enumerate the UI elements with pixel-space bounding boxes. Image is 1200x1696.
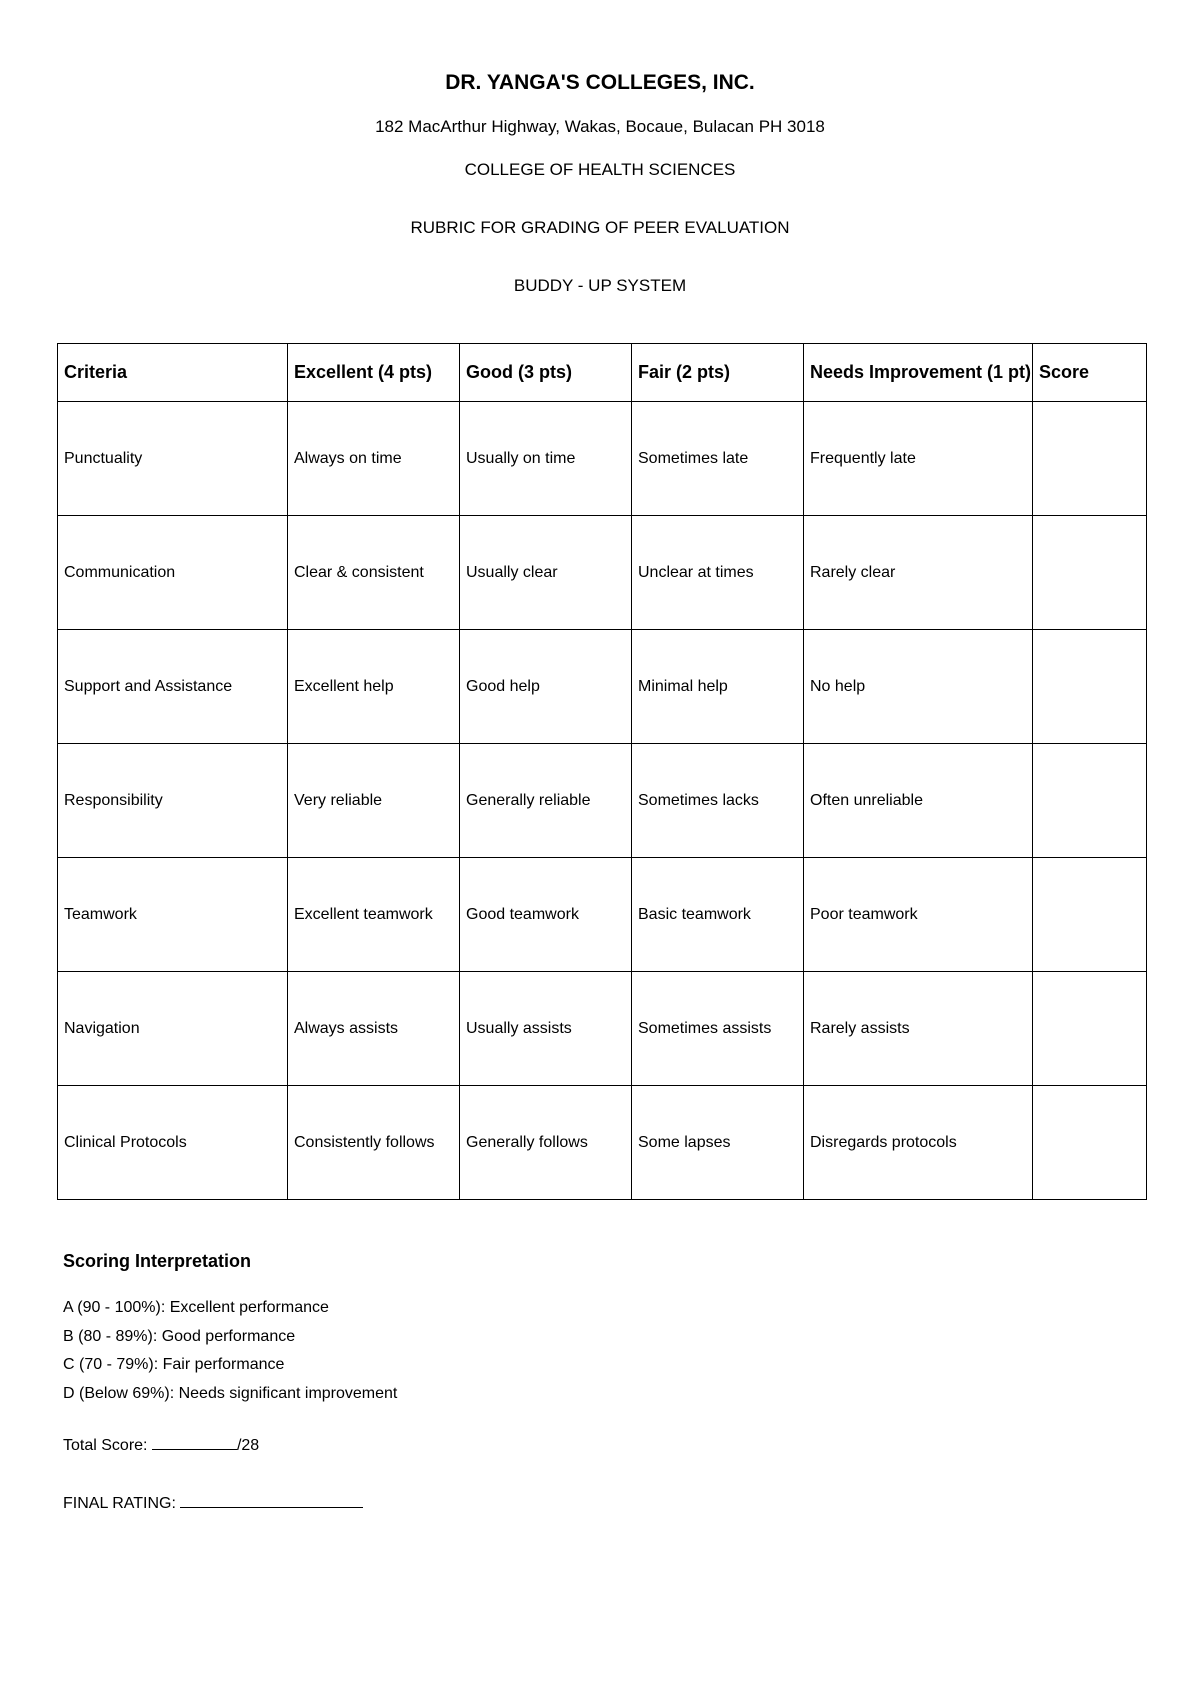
total-score-suffix: /28 bbox=[236, 1437, 260, 1454]
excellent-cell: Always on time bbox=[288, 402, 460, 516]
excellent-cell: Very reliable bbox=[288, 744, 460, 858]
criteria-cell: Responsibility bbox=[58, 744, 288, 858]
score-cell[interactable] bbox=[1033, 972, 1147, 1086]
excellent-cell: Consistently follows bbox=[288, 1086, 460, 1200]
excellent-cell: Clear & consistent bbox=[288, 516, 460, 630]
needs-improvement-cell: Rarely clear bbox=[804, 516, 1033, 630]
scoring-item: C (70 - 79%): Fair performance bbox=[63, 1356, 285, 1374]
table-header-row bbox=[58, 344, 1147, 402]
total-score-label: Total Score: bbox=[63, 1437, 152, 1454]
table-row bbox=[58, 516, 1147, 630]
needs-improvement-cell: Often unreliable bbox=[804, 744, 1033, 858]
rubric-title: RUBRIC FOR GRADING OF PEER EVALUATION bbox=[410, 218, 790, 237]
needs-improvement-cell: Disregards protocols bbox=[804, 1086, 1033, 1200]
criteria-cell: Clinical Protocols bbox=[58, 1086, 288, 1200]
fair-cell: Basic teamwork bbox=[632, 858, 804, 972]
header-good: Good (3 pts) bbox=[460, 344, 632, 402]
fair-cell: Unclear at times bbox=[632, 516, 804, 630]
excellent-cell: Excellent teamwork bbox=[288, 858, 460, 972]
good-cell: Good teamwork bbox=[460, 858, 632, 972]
score-cell[interactable] bbox=[1033, 744, 1147, 858]
excellent-cell: Always assists bbox=[288, 972, 460, 1086]
college-name: COLLEGE OF HEALTH SCIENCES bbox=[464, 160, 736, 179]
criteria-cell: Teamwork bbox=[58, 858, 288, 972]
header-criteria: Criteria bbox=[58, 344, 288, 402]
fair-cell: Sometimes late bbox=[632, 402, 804, 516]
header-score: Score bbox=[1033, 344, 1147, 402]
needs-improvement-cell: No help bbox=[804, 630, 1033, 744]
good-cell: Good help bbox=[460, 630, 632, 744]
scoring-list bbox=[63, 1294, 397, 1409]
good-cell: Usually assists bbox=[460, 972, 632, 1086]
criteria-cell: Punctuality bbox=[58, 402, 288, 516]
total-score-line bbox=[63, 1432, 259, 1455]
score-cell[interactable] bbox=[1033, 858, 1147, 972]
scoring-item: D (Below 69%): Needs significant improvement bbox=[63, 1385, 398, 1403]
needs-improvement-cell: Poor teamwork bbox=[804, 858, 1033, 972]
score-cell[interactable] bbox=[1033, 630, 1147, 744]
score-cell[interactable] bbox=[1033, 402, 1147, 516]
fair-cell: Sometimes lacks bbox=[632, 744, 804, 858]
header-needs-improvement: Needs Improvement (1 pt) bbox=[804, 344, 1033, 402]
final-rating-label: FINAL RATING: bbox=[63, 1495, 181, 1512]
score-cell[interactable] bbox=[1033, 1086, 1147, 1200]
rubric-table bbox=[57, 343, 1147, 1200]
table-row bbox=[58, 1086, 1147, 1200]
fair-cell: Minimal help bbox=[632, 630, 804, 744]
final-rating-line bbox=[63, 1490, 363, 1513]
scoring-item: A (90 - 100%): Excellent performance bbox=[63, 1299, 329, 1316]
scoring-item: B (80 - 89%): Good performance bbox=[63, 1327, 296, 1345]
system-title: BUDDY - UP SYSTEM bbox=[513, 276, 687, 295]
criteria-cell: Communication bbox=[58, 516, 288, 630]
table-row bbox=[58, 858, 1147, 972]
scoring-heading: Scoring Interpretation bbox=[63, 1251, 252, 1271]
total-score-blank[interactable] bbox=[152, 1432, 237, 1450]
needs-improvement-cell: Rarely assists bbox=[804, 972, 1033, 1086]
school-address: 182 MacArthur Highway, Wakas, Bocaue, Bulacan PH 3018 bbox=[375, 117, 825, 136]
good-cell: Generally follows bbox=[460, 1086, 632, 1200]
needs-improvement-cell: Frequently late bbox=[804, 402, 1033, 516]
score-cell[interactable] bbox=[1033, 516, 1147, 630]
good-cell: Usually on time bbox=[460, 402, 632, 516]
table-row bbox=[58, 630, 1147, 744]
final-rating-blank[interactable] bbox=[180, 1490, 363, 1508]
good-cell: Usually clear bbox=[460, 516, 632, 630]
table-row bbox=[58, 402, 1147, 516]
fair-cell: Sometimes assists bbox=[632, 972, 804, 1086]
header-fair: Fair (2 pts) bbox=[632, 344, 804, 402]
criteria-cell: Navigation bbox=[58, 972, 288, 1086]
table-row bbox=[58, 972, 1147, 1086]
excellent-cell: Excellent help bbox=[288, 630, 460, 744]
criteria-cell: Support and Assistance bbox=[58, 630, 288, 744]
fair-cell: Some lapses bbox=[632, 1086, 804, 1200]
header-excellent: Excellent (4 pts) bbox=[288, 344, 460, 402]
good-cell: Generally reliable bbox=[460, 744, 632, 858]
table-row bbox=[58, 744, 1147, 858]
school-name: DR. YANGA'S COLLEGES, INC. bbox=[445, 71, 755, 94]
